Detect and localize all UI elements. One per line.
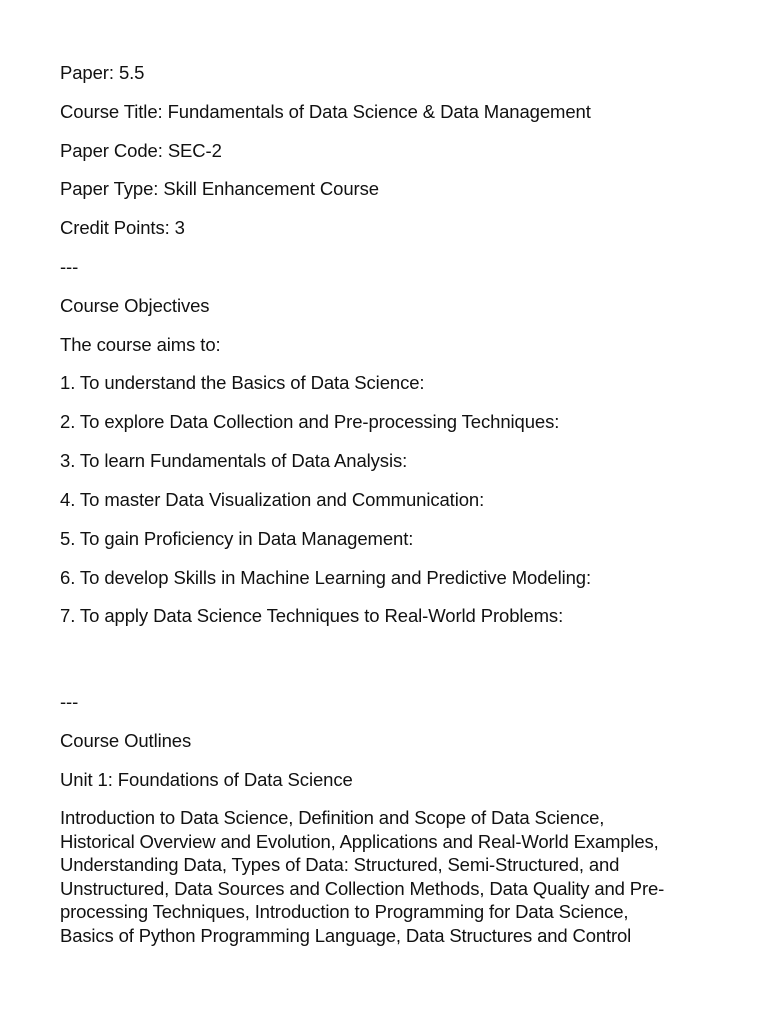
- outlines-heading: Course Outlines: [60, 730, 192, 751]
- objective-item: 6. To develop Skills in Machine Learning and Predictive Modeling:: [60, 567, 592, 588]
- course-title: Course Title: Fundamentals of Data Science & Data Management: [60, 101, 591, 122]
- objective-item: 5. To gain Proficiency in Data Management:: [60, 528, 414, 549]
- separator: ---: [60, 691, 79, 712]
- paragraph-line: Unstructured, Data Sources and Collection Methods, Data Quality and Pre-: [60, 877, 665, 899]
- objectives-heading: Course Objectives: [60, 295, 210, 316]
- paper-code: Paper Code: SEC-2: [60, 140, 222, 161]
- paragraph-line: processing Techniques, Introduction to Programming for Data Science,: [60, 901, 629, 923]
- objective-item: 7. To apply Data Science Techniques to Real-World Problems:: [60, 605, 564, 626]
- paragraph-line: Historical Overview and Evolution, Applications and Real-World Examples,: [60, 830, 659, 852]
- objective-item: 2. To explore Data Collection and Pre-processing Techniques:: [60, 411, 560, 432]
- unit-1-description: [60, 806, 710, 948]
- objective-item: 4. To master Data Visualization and Communication:: [60, 489, 485, 510]
- paper-number: Paper: 5.5: [60, 62, 145, 83]
- paper-type: Paper Type: Skill Enhancement Course: [60, 178, 379, 199]
- objective-item: 3. To learn Fundamentals of Data Analysis:: [60, 450, 408, 471]
- paragraph-line: Basics of Python Programming Language, Data Structures and Control: [60, 924, 632, 946]
- paragraph-line: Introduction to Data Science, Definition and Scope of Data Science,: [60, 807, 605, 828]
- unit-1-title: Unit 1: Foundations of Data Science: [60, 769, 353, 790]
- objective-item: 1. To understand the Basics of Data Science:: [60, 372, 425, 393]
- objectives-intro: The course aims to:: [60, 334, 221, 355]
- paragraph-line: Understanding Data, Types of Data: Structured, Semi-Structured, and: [60, 854, 620, 876]
- separator: ---: [60, 256, 79, 277]
- credit-points: Credit Points: 3: [60, 217, 185, 238]
